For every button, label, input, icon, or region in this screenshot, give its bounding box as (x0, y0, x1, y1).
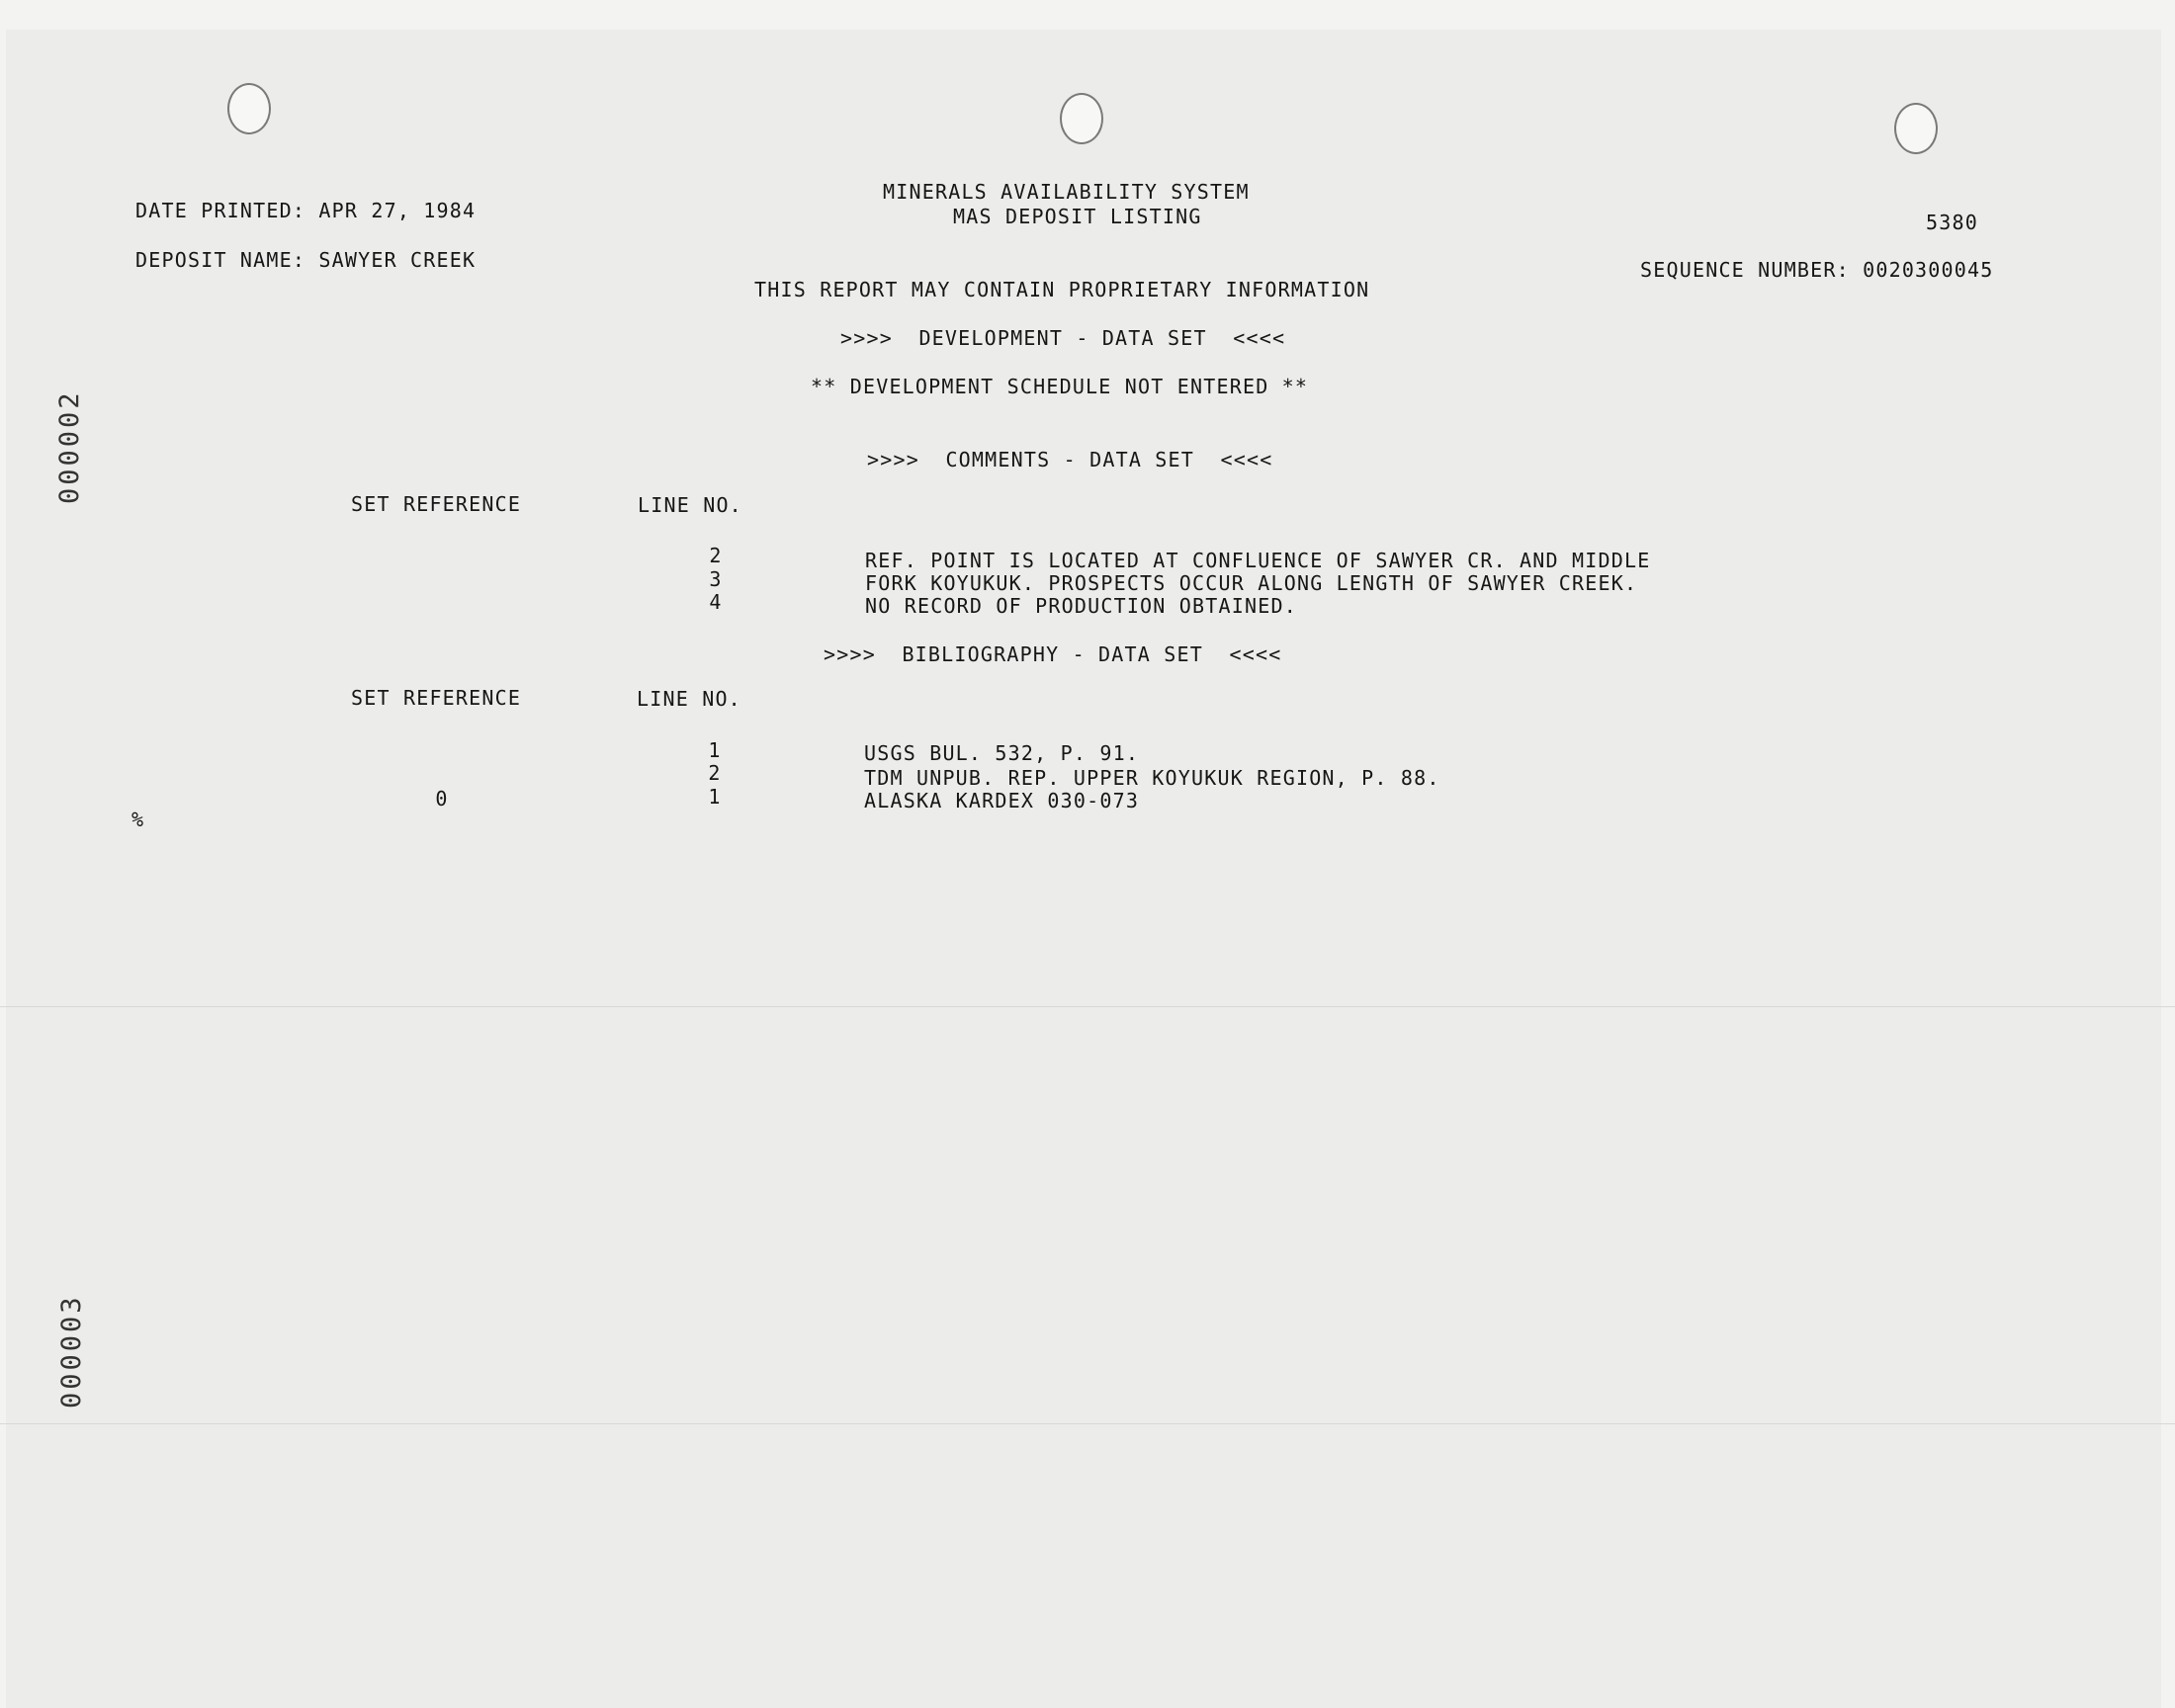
development-heading: >>>> DEVELOPMENT - DATA SET <<<< (840, 326, 1286, 350)
comment-line-no: 4 (709, 590, 723, 614)
fold-line (0, 1006, 2175, 1007)
bibliography-col-line-no: LINE NO. (637, 687, 741, 711)
deposit-name: DEPOSIT NAME: SAWYER CREEK (135, 248, 477, 272)
bibliography-heading: >>>> BIBLIOGRAPHY - DATA SET <<<< (824, 642, 1282, 666)
system-title: MINERALS AVAILABILITY SYSTEM (883, 180, 1250, 204)
end-mark: % (131, 808, 145, 831)
comment-text: NO RECORD OF PRODUCTION OBTAINED. (865, 594, 1297, 618)
punch-hole (1894, 103, 1938, 154)
date-printed: DATE PRINTED: APR 27, 1984 (135, 199, 477, 222)
margin-stamp-lower: 000003 (56, 1294, 87, 1409)
punch-hole (1060, 93, 1103, 144)
comments-col-set-reference: SET REFERENCE (351, 492, 522, 516)
bibliography-entry: ALASKA KARDEX 030-073 (864, 789, 1140, 812)
bibliography-entry: TDM UNPUB. REP. UPPER KOYUKUK REGION, P. 88. (864, 766, 1440, 790)
sequence-number: SEQUENCE NUMBER: 0020300045 (1640, 258, 1994, 282)
page-id: 5380 (1926, 211, 1978, 234)
bibliography-set-ref: 0 (435, 787, 449, 811)
fold-line (0, 1423, 2175, 1424)
proprietary-notice: THIS REPORT MAY CONTAIN PROPRIETARY INFORMATION (754, 278, 1370, 301)
bibliography-entry: USGS BUL. 532, P. 91. (864, 741, 1140, 765)
listing-title: MAS DEPOSIT LISTING (953, 205, 1202, 228)
comment-line-no: 2 (709, 544, 723, 567)
bibliography-line-no: 1 (708, 785, 722, 809)
comment-text: FORK KOYUKUK. PROSPECTS OCCUR ALONG LENGTH OF SAWYER CREEK. (865, 571, 1638, 595)
development-note: ** DEVELOPMENT SCHEDULE NOT ENTERED ** (811, 375, 1309, 398)
punch-hole (227, 83, 271, 134)
margin-stamp-upper: 000002 (54, 389, 85, 504)
bibliography-line-no: 2 (708, 761, 722, 785)
bibliography-line-no: 1 (708, 738, 722, 762)
bibliography-col-set-reference: SET REFERENCE (351, 686, 522, 710)
comments-col-line-no: LINE NO. (638, 493, 742, 517)
comment-text: REF. POINT IS LOCATED AT CONFLUENCE OF SAWYER CR. AND MIDDLE (865, 549, 1651, 572)
comments-heading: >>>> COMMENTS - DATA SET <<<< (867, 448, 1273, 471)
comment-line-no: 3 (709, 567, 723, 591)
